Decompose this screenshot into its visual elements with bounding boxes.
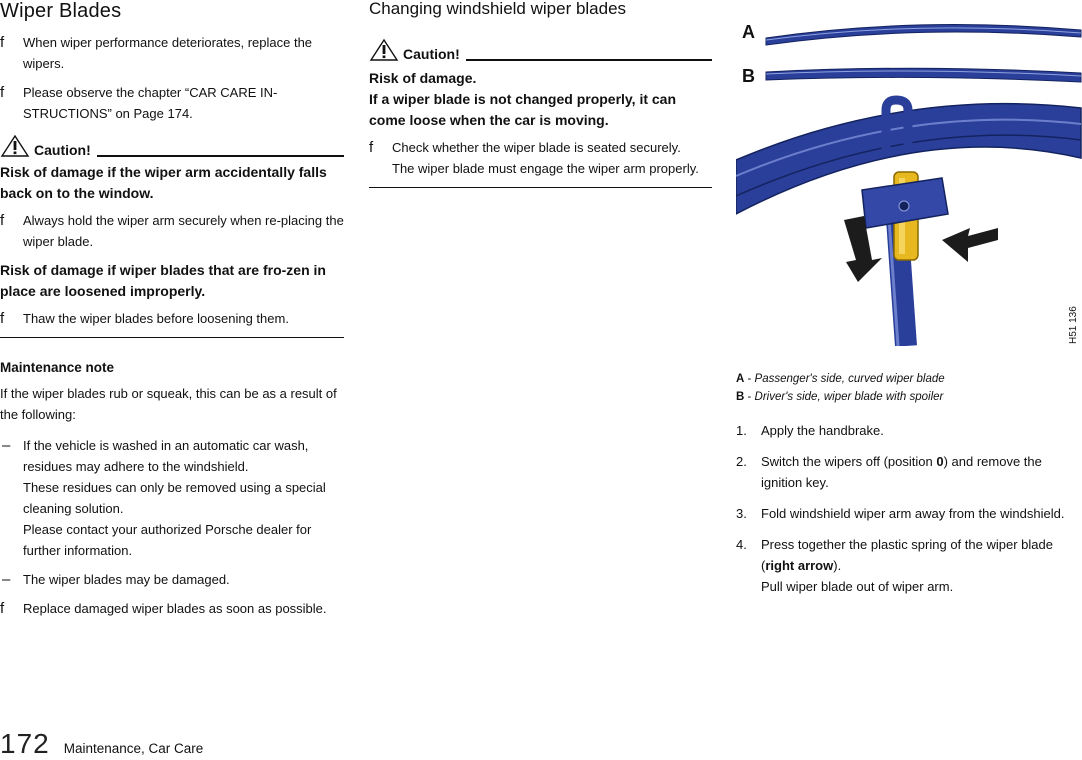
maintenance-paragraph: If the wiper blades rub or squeak, this can be as a result of the following: [0, 386, 337, 422]
caution-label: Caution! [403, 46, 460, 62]
caption-text-b: Driver's side, wiper blade with spoiler [754, 391, 944, 403]
procedure-step-2 [736, 451, 1082, 493]
bullet-marker: f [369, 139, 374, 156]
figure-code: H51 136 [1068, 306, 1079, 344]
step-number: 2. [736, 454, 747, 469]
caption-sep-b: - [744, 391, 755, 403]
step-text-pre: Press together the plastic spring of the wiper blade ( [761, 537, 1053, 573]
dash-item-damaged [0, 569, 344, 590]
warning-risk-damage: Risk of damage. [369, 70, 477, 86]
step-text: Fold windshield wiper arm away from the windshield. [761, 506, 1065, 521]
step-text-post: ). [833, 558, 842, 573]
dash-item-text-2: The wiper blades may be damaged. [23, 572, 230, 587]
warning-arm-fall: Risk of damage if the wiper arm accidentally falls back on to the window. [0, 164, 327, 201]
caption-key-a: A [736, 373, 745, 385]
bullet-marker: f [0, 600, 5, 617]
procedure-step-4 [736, 534, 1082, 597]
intro-bullet-2 [0, 82, 344, 124]
procedure-step-1 [736, 420, 1082, 441]
section-title-wiper-blades: Wiper Blades [0, 0, 122, 22]
procedure-step-3 [736, 503, 1082, 524]
caption-text-a: Passenger's side, curved wiper blade [754, 373, 945, 385]
caption-line-b [736, 388, 1082, 406]
step-hold-arm-text: Always hold the wiper arm securely when re-placing the wiper blade. [23, 213, 344, 249]
divider [0, 337, 344, 338]
caution-header [369, 38, 712, 62]
dash-marker: – [2, 437, 11, 454]
step-number: 4. [736, 537, 747, 552]
step-thaw [0, 308, 344, 329]
caution-header [0, 134, 344, 158]
step-text-bold: 0 [936, 454, 944, 469]
divider [369, 187, 712, 188]
caption-sep-a: - [744, 373, 755, 385]
warning-not-changed-properly: If a wiper blade is not changed properly, it can come loose when the car is moving. [369, 91, 677, 128]
bullet-marker: f [0, 310, 5, 327]
section-name: Maintenance, Car Care [63, 741, 204, 756]
figure-label-b: B [742, 66, 755, 86]
warning-triangle-icon [0, 134, 30, 158]
caution-rule [466, 59, 712, 61]
figure-caption [736, 370, 1082, 406]
intro-text-2: Please observe the chapter “CAR CARE IN-STRUCTIONS” on Page 174. [23, 85, 278, 121]
step-check-seated [369, 137, 712, 179]
step-thaw-text: Thaw the wiper blades before loosening them. [23, 311, 289, 326]
dash-marker: – [2, 571, 11, 588]
step-hold-arm [0, 210, 344, 252]
step-text: Apply the handbrake. [761, 423, 884, 438]
bullet-marker: f [0, 212, 5, 229]
step-text-bold: right arrow [765, 558, 834, 573]
wiper-blade-figure [736, 0, 1082, 346]
dash-item-car-wash [0, 435, 344, 561]
middle-column [369, 0, 712, 204]
caution-label: Caution! [34, 142, 91, 158]
wiper-blade-illustration [736, 0, 1082, 346]
right-column [736, 0, 1082, 607]
step-text-post: ) and remove the ignition key. [761, 454, 1042, 490]
bullet-marker: f [0, 84, 5, 101]
figure-label-a: A [742, 22, 755, 42]
step-text-pre: Switch the wipers off (position [761, 454, 937, 469]
step-check-seated-text-b: The wiper blade must engage the wiper arm properly. [392, 161, 699, 176]
caption-key-b: B [736, 391, 745, 403]
dash-item-text-1b: These residues can only be removed using a special cleaning solution. [23, 480, 326, 516]
intro-bullet-1 [0, 32, 344, 74]
page-number: 172 [0, 728, 50, 759]
step-replace-damaged [0, 598, 344, 619]
warning-frozen-blades: Risk of damage if wiper blades that are fro-zen in place are loosened improperly. [0, 262, 326, 299]
step-replace-damaged-text: Replace damaged wiper blades as soon as possible. [23, 601, 327, 616]
maintenance-note-title: Maintenance note [0, 360, 115, 375]
step-check-seated-text: Check whether the wiper blade is seated securely. [392, 140, 681, 155]
bullet-marker: f [0, 34, 5, 51]
caution-rule [97, 155, 344, 157]
warning-triangle-icon [369, 38, 399, 62]
left-column [0, 0, 344, 627]
step-number: 1. [736, 423, 747, 438]
step-text-line2: Pull wiper blade out of wiper arm. [761, 579, 954, 594]
dash-item-text-1c: Please contact your authorized Porsche dealer for further information. [23, 522, 312, 558]
step-number: 3. [736, 506, 747, 521]
page-footer [0, 728, 203, 760]
caption-line-a [736, 370, 1082, 388]
intro-text-1: When wiper performance deteriorates, replace the wipers. [23, 35, 313, 71]
dash-item-text-1: If the vehicle is washed in an automatic car wash, residues may adhere to the windshield. [23, 438, 309, 474]
section-title-changing-blades: Changing windshield wiper blades [369, 0, 627, 18]
